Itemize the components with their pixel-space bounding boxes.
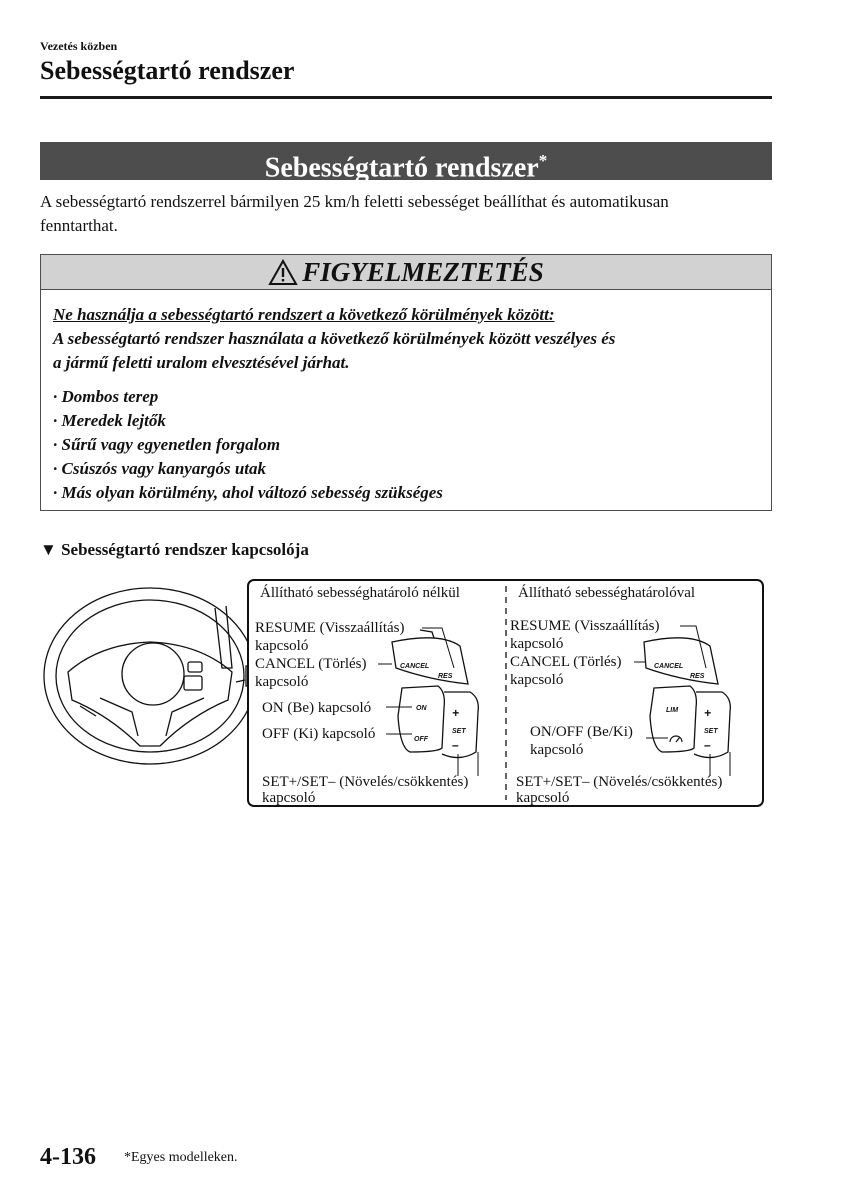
left-resume-label: kapcsoló [255,638,309,654]
plus-button-label: + [704,706,712,720]
left-panel-title: Állítható sebességhatároló nélkül [260,585,460,601]
cancel-button-label: CANCEL [400,663,430,670]
left-cancel-label: kapcsoló [255,674,309,690]
warning-list-item: · Sűrű vagy egyenetlen forgalom [53,435,281,454]
right-resume-label: RESUME (Visszaállítás) [510,618,660,634]
set-button-label: SET [452,728,466,735]
minus-button-label: – [704,738,711,752]
res-button-label: RES [438,673,453,680]
right-cancel-label: kapcsoló [510,672,564,688]
right-set-label: kapcsoló [516,790,570,806]
warning-triangle-icon [268,259,298,286]
set-button-label: SET [704,728,718,735]
left-set-label: SET+/SET– (Növelés/csökkentés) [262,774,469,790]
footnote: *Egyes modelleken. [124,1150,238,1165]
warning-list-item: · Csúszós vagy kanyargós utak [53,459,267,478]
lim-button-label: LIM [666,707,679,714]
left-cancel-label: CANCEL (Törlés) [255,656,367,672]
warning-text-line: A sebességtartó rendszer használata a következő körülmények között veszélyes és [53,329,616,348]
switch-diagram [40,576,770,816]
left-set-label: kapcsoló [262,790,316,806]
topic-title-bar [40,142,772,184]
right-resume-label: kapcsoló [510,636,564,652]
warning-heading: FIGYELMEZTETÉS [302,256,544,287]
left-resume-label: RESUME (Visszaállítás) [255,620,405,636]
topic-title: Sebességtartó rendszer [264,152,539,184]
off-button-label: OFF [414,736,428,743]
header-rule [40,96,772,99]
intro-paragraph [40,190,775,238]
switch-section-heading: ▼ Sebességtartó rendszer kapcsolója [40,540,309,559]
chapter-title: Sebességtartó rendszer [40,56,295,85]
on-button-label: ON [416,705,427,712]
right-onoff-label: kapcsoló [530,742,584,758]
page-number: 4-136 [40,1144,96,1170]
warning-list [53,385,771,505]
minus-button-label: – [452,738,459,752]
left-on-label: ON (Be) kapcsoló [262,700,372,716]
right-panel-title: Állítható sebességhatárolóval [518,585,696,601]
right-set-label: SET+/SET– (Növelés/csökkentés) [516,774,723,790]
intro-line: A sebességtartó rendszerrel bármilyen 25 km/h feletti sebességet beállíthat és automatikusan [40,192,669,211]
right-cancel-label: CANCEL (Törlés) [510,654,622,670]
left-off-label: OFF (Ki) kapcsoló [262,726,376,742]
res-button-label: RES [690,673,705,680]
steering-wheel-illustration [44,588,256,764]
warning-list-item: · Meredek lejtők [53,411,166,430]
warning-box [40,254,772,511]
intro-line: fenntarthat. [40,216,118,235]
callout-box [248,580,763,806]
warning-body [41,290,771,505]
warning-list-item: · Más olyan körülmény, ahol változó sebesség szükséges [53,483,443,502]
cancel-button-label: CANCEL [654,663,684,670]
warning-header [41,255,771,290]
right-onoff-label: ON/OFF (Be/Ki) [530,724,633,740]
plus-button-label: + [452,706,460,720]
warning-list-item: · Dombos terep [53,387,159,406]
topic-title-footnote-mark: * [538,151,548,170]
warning-text-line: a jármű feletti uralom elvesztésével járhat. [53,353,350,372]
section-label: Vezetés közben [40,39,118,53]
warning-lead: Ne használja a sebességtartó rendszert a következő körülmények között: [53,305,555,324]
